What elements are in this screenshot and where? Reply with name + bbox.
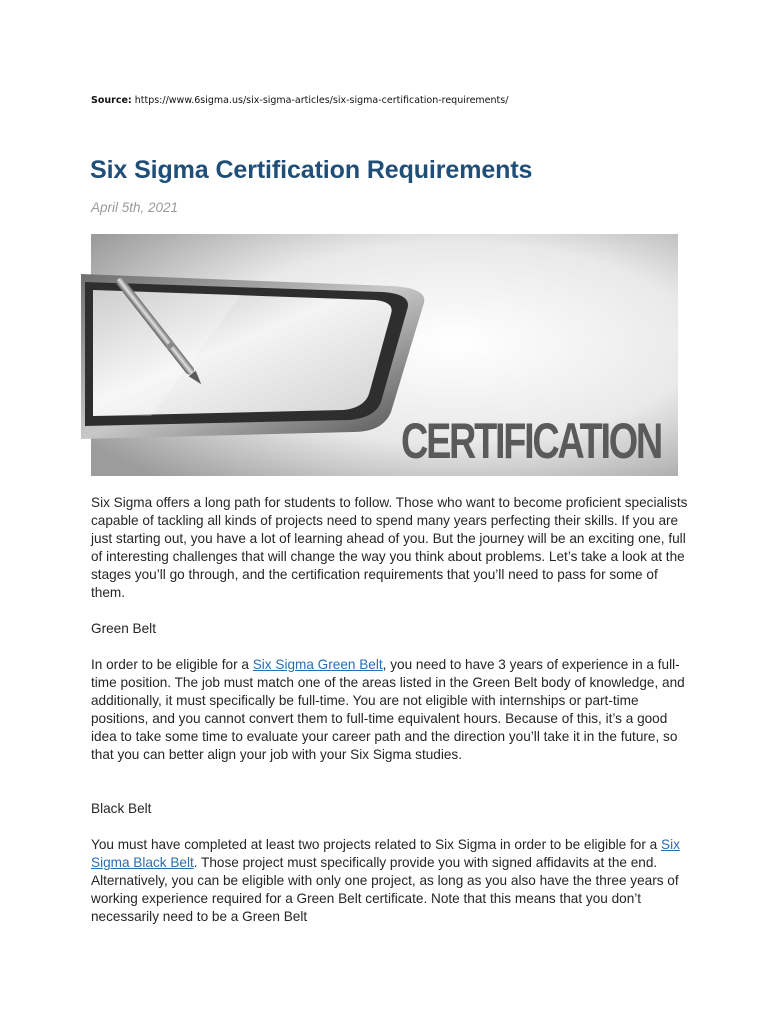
certification-illustration xyxy=(91,234,678,476)
article-title: Six Sigma Certification Requirements xyxy=(90,156,533,184)
green-belt-text-before: In order to be eligible for a xyxy=(91,657,253,672)
certification-overlay-text: CERTIFICATION xyxy=(401,413,661,469)
black-belt-text-before: You must have completed at least two projects related to Six Sigma in order to be eligible for a xyxy=(91,837,661,852)
article-date: April 5th, 2021 xyxy=(91,200,179,215)
black-belt-text-after: . Those project must specifically provide you with signed affidavits at the end. Alternatively, you can be eligible with only one project, as long as you also have the three years of working experience required for a Green Belt certificate. Note that this means that you don’t necessarily need to be a Green Belt xyxy=(91,855,679,925)
black-belt-heading: Black Belt xyxy=(91,801,152,816)
green-belt-link[interactable]: Six Sigma Green Belt xyxy=(252,657,383,672)
source-line xyxy=(91,95,508,106)
green-belt-text-after: , you need to have 3 years of experience in a full-time position. The job must match one of the areas listed in the Green Belt body of knowledge, and additionally, it must specifically be full-time. You are not eligible with internships or part-time positions, and you cannot convert them to full-time equivalent hours. Because of this, it’s a good idea to take some time to evaluate your career path and the direction you’ll take it in the future, so that you can better align your job with your Six Sigma studies. xyxy=(91,657,685,763)
source-url[interactable]: https://www.6sigma.us/six-sigma-articles/six-sigma-certification-requirements/ xyxy=(134,95,509,106)
green-belt-heading: Green Belt xyxy=(91,621,156,636)
hero-image xyxy=(91,234,678,476)
intro-text: Six Sigma offers a long path for students to follow. Those who want to become proficient specialists capable of tackling all kinds of projects need to spend many years perfecting their skills. If you are just starting out, you have a lot of learning ahead of you. But the journey will be an exciting one, full of interesting challenges that will change the way you think about problems. Let’s take a look at the stages you’ll go through, and the certification requirements that you’ll need to pass for some of them. xyxy=(91,495,688,601)
black-belt-link[interactable]: Six Sigma Black Belt xyxy=(91,837,680,871)
source-label: Source: xyxy=(91,95,132,106)
intro-paragraph xyxy=(91,494,691,603)
black-belt-paragraph xyxy=(91,836,691,926)
green-belt-paragraph xyxy=(91,656,691,765)
